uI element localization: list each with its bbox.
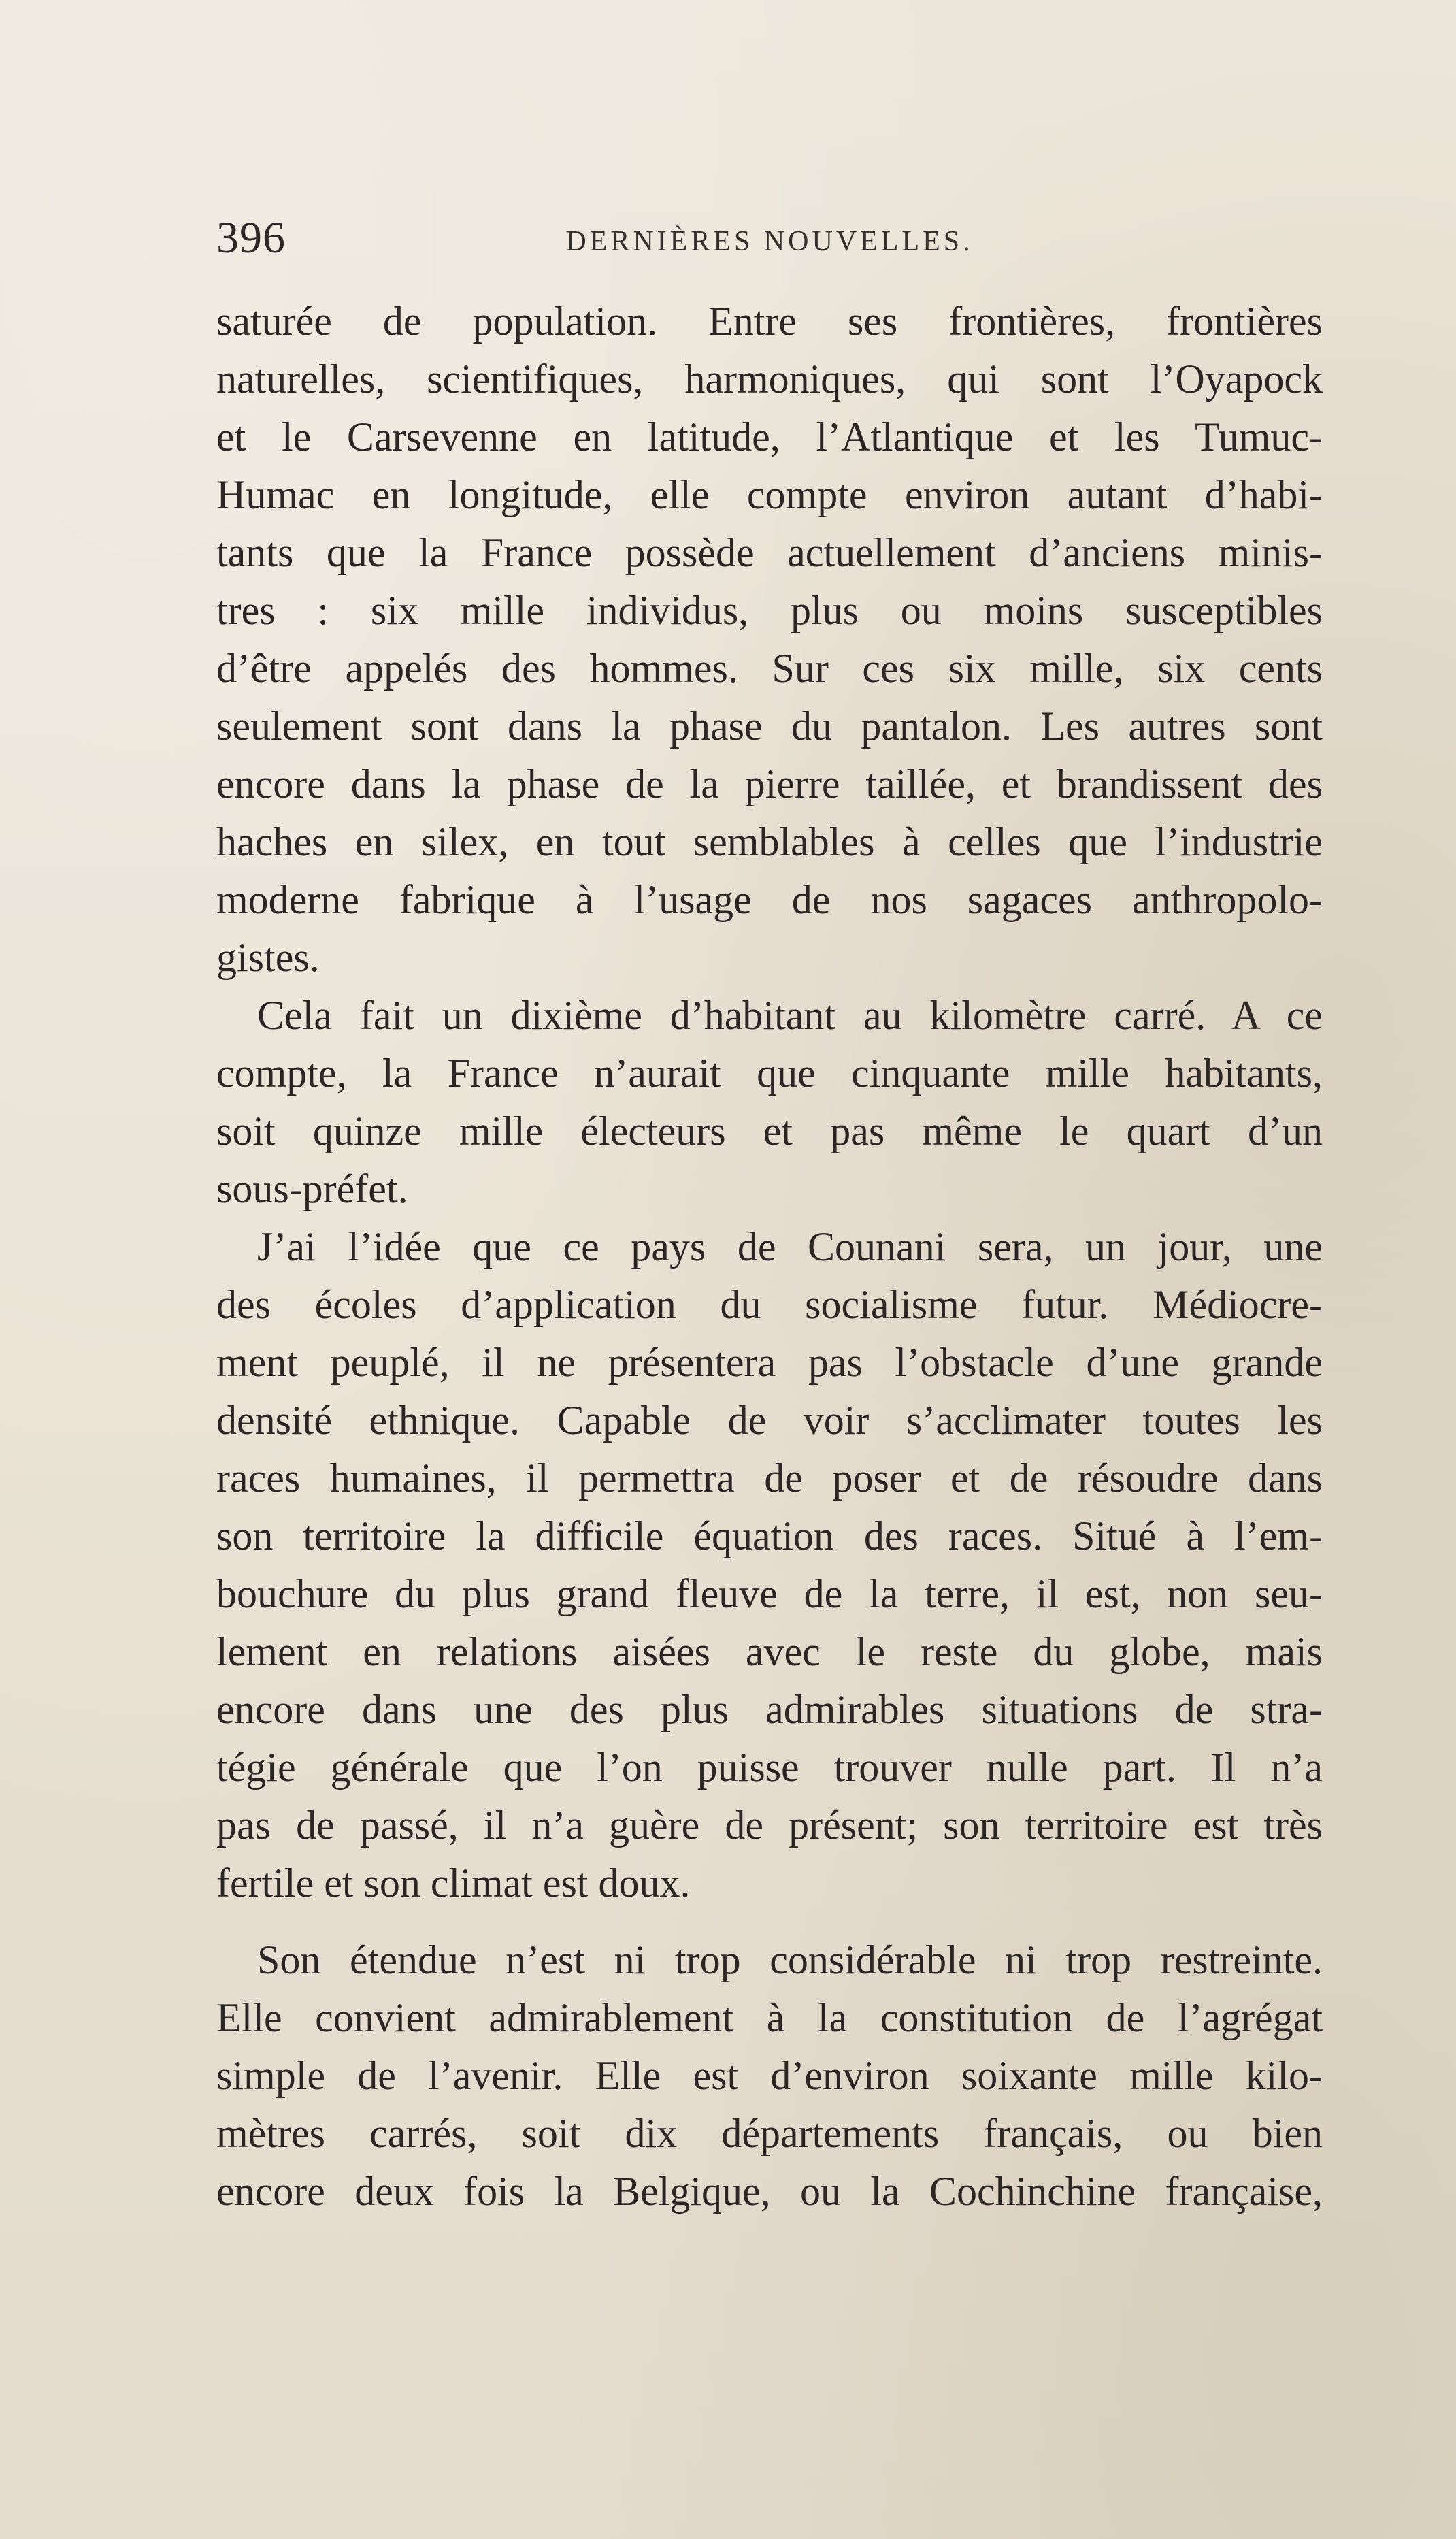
text-line: des écoles d’application du socialisme futur. Médiocre- xyxy=(216,1282,1323,1327)
text-line: encore dans une des plus admirables situations de stra- xyxy=(216,1687,1323,1732)
text-line: compte, la France n’aurait que cinquante mille habitants, xyxy=(216,1051,1323,1096)
text-line: Humac en longitude, elle compte environ autant d’habi- xyxy=(216,472,1323,517)
text-line: moderne fabrique à l’usage de nos sagaces anthropolo- xyxy=(216,877,1323,922)
text-line: naturelles, scientifiques, harmoniques, qui sont l’Oyapock xyxy=(216,357,1323,402)
text-line: seulement sont dans la phase du pantalon. Les autres sont xyxy=(216,704,1323,749)
paragraph xyxy=(216,293,1323,987)
text-line: Cela fait un dixième d’habitant au kilomètre carré. A ce xyxy=(257,993,1323,1038)
paragraph xyxy=(216,1218,1323,1912)
page-number: 396 xyxy=(216,213,286,263)
text-line: tants que la France possède actuellement d’anciens minis- xyxy=(216,530,1323,575)
text-line: pas de passé, il n’a guère de présent; son territoire est très xyxy=(216,1803,1323,1848)
text-line: son territoire la difficile équation des races. Situé à l’em- xyxy=(216,1513,1323,1558)
page-header xyxy=(216,208,1323,269)
paragraph-gap xyxy=(216,1912,1323,1931)
text-line: Son étendue n’est ni trop considérable ni trop restreinte. xyxy=(257,1937,1323,1982)
text-line: bouchure du plus grand fleuve de la terre, il est, non seu- xyxy=(216,1571,1323,1616)
text-line: haches en silex, en tout semblables à celles que l’industrie xyxy=(216,819,1323,864)
text-line: encore deux fois la Belgique, ou la Cochinchine française, xyxy=(216,2169,1323,2214)
paragraph xyxy=(216,987,1323,1218)
paragraph xyxy=(216,1931,1323,2221)
text-line: saturée de population. Entre ses frontières, frontières xyxy=(216,299,1323,344)
text-line: J’ai l’idée que ce pays de Counani sera, un jour, une xyxy=(257,1224,1323,1269)
text-line: tégie générale que l’on puisse trouver nulle part. Il n’a xyxy=(216,1745,1323,1790)
text-line: d’être appelés des hommes. Sur ces six mille, six cents xyxy=(216,646,1323,691)
text-line: et le Carsevenne en latitude, l’Atlantique et les Tumuc- xyxy=(216,414,1323,459)
text-line: simple de l’avenir. Elle est d’environ soixante mille kilo- xyxy=(216,2053,1323,2098)
text-line: encore dans la phase de la pierre taillée, et brandissent des xyxy=(216,761,1323,806)
text-line: lement en relations aisées avec le reste du globe, mais xyxy=(216,1629,1323,1674)
text-line: fertile et son climat est doux. xyxy=(216,1861,691,1905)
text-line: soit quinze mille électeurs et pas même le quart d’un xyxy=(216,1109,1323,1153)
text-line: ment peuplé, il ne présentera pas l’obstacle d’une grande xyxy=(216,1340,1323,1385)
text-line: Elle convient admirablement à la constitution de l’agrégat xyxy=(216,1995,1323,2040)
text-line: sous-préfet. xyxy=(216,1166,408,1211)
text-line: gistes. xyxy=(216,935,320,980)
text-line: tres : six mille individus, plus ou moins susceptibles xyxy=(216,588,1323,633)
text-line: races humaines, il permettra de poser et de résoudre dans xyxy=(216,1456,1323,1501)
text-line: mètres carrés, soit dix départements français, ou bien xyxy=(216,2111,1323,2156)
text-line: densité ethnique. Capable de voir s’acclimater toutes les xyxy=(216,1398,1323,1443)
running-head: DERNIÈRES NOUVELLES. xyxy=(565,226,974,257)
body-text xyxy=(216,293,1323,2221)
